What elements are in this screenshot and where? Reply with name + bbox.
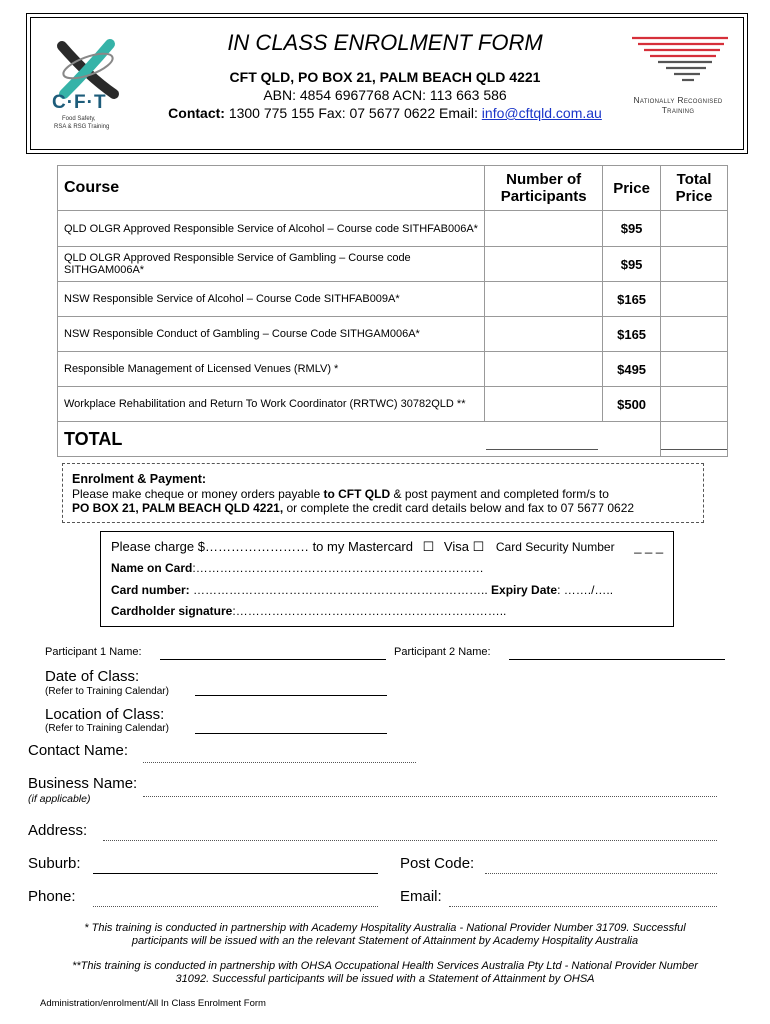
email-label: Email: <box>400 888 442 905</box>
phone-label: Phone: <box>28 888 76 905</box>
location-label: Location of Class: <box>45 706 165 723</box>
nrt-line-1: Nationally Recognised <box>633 95 723 105</box>
table-row <box>58 317 728 352</box>
post-code-label: Post Code: <box>400 855 475 872</box>
logo-tagline-2: RSA & RSG Training <box>54 124 110 130</box>
header-participants-1: Number of <box>506 171 582 188</box>
participant-2-field[interactable] <box>509 659 725 660</box>
card-number-row <box>111 583 613 597</box>
header-total <box>661 166 728 211</box>
credit-card-box <box>100 531 674 627</box>
total-blank <box>603 422 661 457</box>
course-price: $495 <box>603 352 661 387</box>
payment-line-1c: & post payment and completed form/s to <box>390 487 609 501</box>
contact-email-link[interactable]: info@cftqld.com.au <box>481 105 602 121</box>
course-name: NSW Responsible Conduct of Gambling – Course Code SITHGAM006A* <box>58 317 485 352</box>
date-of-class-note: (Refer to Training Calendar) <box>45 686 169 697</box>
expiry-field[interactable]: : ……./….. <box>557 583 614 597</box>
nrt-triangle-icon <box>618 34 738 90</box>
charge-row <box>111 539 663 555</box>
participant-1-label: Participant 1 Name: <box>45 646 142 658</box>
course-name: NSW Responsible Service of Alcohol – Course Code SITHFAB009A* <box>58 282 485 317</box>
name-on-card-row <box>111 561 484 575</box>
logo-text: C·F·T <box>52 92 107 113</box>
payment-line-2 <box>72 501 634 515</box>
course-table <box>57 165 728 457</box>
total-participants-underline <box>486 449 598 450</box>
table-row <box>58 247 728 282</box>
table-header-row <box>58 166 728 211</box>
charge-amount-field[interactable]: Please charge $…………………… to my Mastercard <box>111 539 413 554</box>
security-field[interactable]: _ _ _ <box>634 539 664 554</box>
participants-cell[interactable] <box>485 317 603 352</box>
table-row <box>58 387 728 422</box>
participant-1-field[interactable] <box>160 659 386 660</box>
header-participants-2: Participants <box>500 188 587 205</box>
header-total-1: Total <box>676 171 712 188</box>
location-note: (Refer to Training Calendar) <box>45 723 169 734</box>
nrt-line-2: Training <box>661 105 695 115</box>
date-of-class-label: Date of Class: <box>45 668 140 685</box>
expiry-label: Expiry Date <box>491 583 558 597</box>
contact-label: Contact: <box>168 105 225 121</box>
participants-cell[interactable] <box>485 247 603 282</box>
header-price: Price <box>603 166 661 211</box>
footnote-1-line-2: participants will be issued with an the relevant Statement of Attainment by Academy Hospitality Australia <box>131 935 639 947</box>
course-price: $165 <box>603 317 661 352</box>
visa-label: Visa <box>443 539 469 554</box>
course-name: QLD OLGR Approved Responsible Service of Alcohol – Course code SITHFAB006A* <box>58 211 485 247</box>
contact-line <box>110 105 660 121</box>
post-code-field[interactable] <box>485 873 717 874</box>
participant-2-label: Participant 2 Name: <box>394 646 491 658</box>
date-of-class-field[interactable] <box>195 695 387 696</box>
visa-checkbox[interactable]: ☐ <box>472 539 485 554</box>
email-field[interactable] <box>449 906 717 907</box>
phone-field[interactable] <box>93 906 378 907</box>
participants-cell[interactable] <box>485 352 603 387</box>
business-name-field[interactable] <box>143 796 717 797</box>
total-row <box>58 422 728 457</box>
payment-line-1a: Please make cheque or money orders payable <box>72 487 324 501</box>
participants-cell[interactable] <box>485 282 603 317</box>
signature-row <box>111 604 506 618</box>
nrt-logo <box>618 34 738 124</box>
contact-name-field[interactable] <box>143 762 416 763</box>
total-price-cell[interactable] <box>661 247 728 282</box>
signature-field[interactable]: :………………………………………………………….. <box>232 604 507 618</box>
address-label: Address: <box>28 822 88 839</box>
admin-footer: Administration/enrolment/All In Class Enrolment Form <box>40 998 266 1009</box>
payment-instructions-box <box>62 463 704 523</box>
business-name-label: Business Name: <box>28 775 138 792</box>
footnote-1-line-1: * This training is conducted in partnership with Academy Hospitality Australia - National Provider Number 31709. Successful <box>84 922 686 934</box>
signature-label: Cardholder signature <box>111 604 233 618</box>
abn-acn: ABN: 4854 6967768 ACN: 113 663 586 <box>263 87 507 103</box>
security-label: Card Security Number <box>495 540 615 554</box>
course-price: $500 <box>603 387 661 422</box>
card-number-label: Card number: <box>111 583 190 597</box>
grand-total-underline <box>661 449 727 450</box>
payment-line-1 <box>72 487 609 501</box>
participants-cell[interactable] <box>485 387 603 422</box>
table-row <box>58 211 728 247</box>
course-name: QLD OLGR Approved Responsible Service of Gambling – Course code SITHGAM006A* <box>58 247 485 282</box>
payment-title: Enrolment & Payment: <box>72 472 207 486</box>
payment-line-2b: or complete the credit card details below and fax to 07 5677 0622 <box>283 501 635 515</box>
contact-name-label: Contact Name: <box>28 742 129 759</box>
total-participants-cell[interactable] <box>485 422 603 457</box>
participants-cell[interactable] <box>485 211 603 247</box>
header-total-2: Price <box>675 188 713 205</box>
table-row <box>58 282 728 317</box>
course-price: $95 <box>603 247 661 282</box>
name-on-card-label: Name on Card <box>111 561 193 575</box>
mastercard-checkbox[interactable]: ☐ <box>422 539 435 554</box>
name-on-card-field[interactable]: :……………………………………………………………… <box>192 561 484 575</box>
total-price-cell[interactable] <box>661 282 728 317</box>
total-price-cell[interactable] <box>661 317 728 352</box>
header-participants <box>485 166 603 211</box>
total-price-cell[interactable] <box>661 387 728 422</box>
course-price: $95 <box>603 211 661 247</box>
total-price-cell[interactable] <box>661 211 728 247</box>
course-price: $165 <box>603 282 661 317</box>
cft-logo <box>48 36 128 136</box>
header-course: Course <box>58 166 485 211</box>
footnote-2-line-2: 31092. Successful participants will be issued with a Statement of Attainment by OHSA <box>175 973 595 985</box>
suburb-label: Suburb: <box>28 855 81 872</box>
address-field[interactable] <box>103 840 717 841</box>
form-title: IN CLASS ENROLMENT FORM <box>227 30 543 55</box>
payment-line-2a: PO BOX 21, PALM BEACH QLD 4221, <box>72 501 284 515</box>
total-price-cell[interactable] <box>661 352 728 387</box>
grand-total-cell[interactable] <box>661 422 728 457</box>
course-name: Responsible Management of Licensed Venues (RMLV) * <box>58 352 485 387</box>
course-name: Workplace Rehabilitation and Return To Work Coordinator (RRTWC) 30782QLD ** <box>58 387 485 422</box>
suburb-field[interactable] <box>93 873 378 874</box>
business-name-note: (if applicable) <box>28 793 91 805</box>
org-address: CFT QLD, PO BOX 21, PALM BEACH QLD 4221 <box>229 69 541 85</box>
location-field[interactable] <box>195 733 387 734</box>
footnote-2-line-1: **This training is conducted in partnership with OHSA Occupational Health Services Australia Pty Ltd - National Provider Number <box>72 960 698 972</box>
card-number-field[interactable]: ……………………………………………………………….. <box>189 583 492 597</box>
contact-phones: 1300 775 155 Fax: 07 5677 0622 Email: <box>224 105 482 121</box>
table-row <box>58 352 728 387</box>
logo-tagline-1: Food Safety, <box>62 116 96 122</box>
total-label: TOTAL <box>58 422 485 457</box>
payment-line-1b: to CFT QLD <box>323 487 391 501</box>
